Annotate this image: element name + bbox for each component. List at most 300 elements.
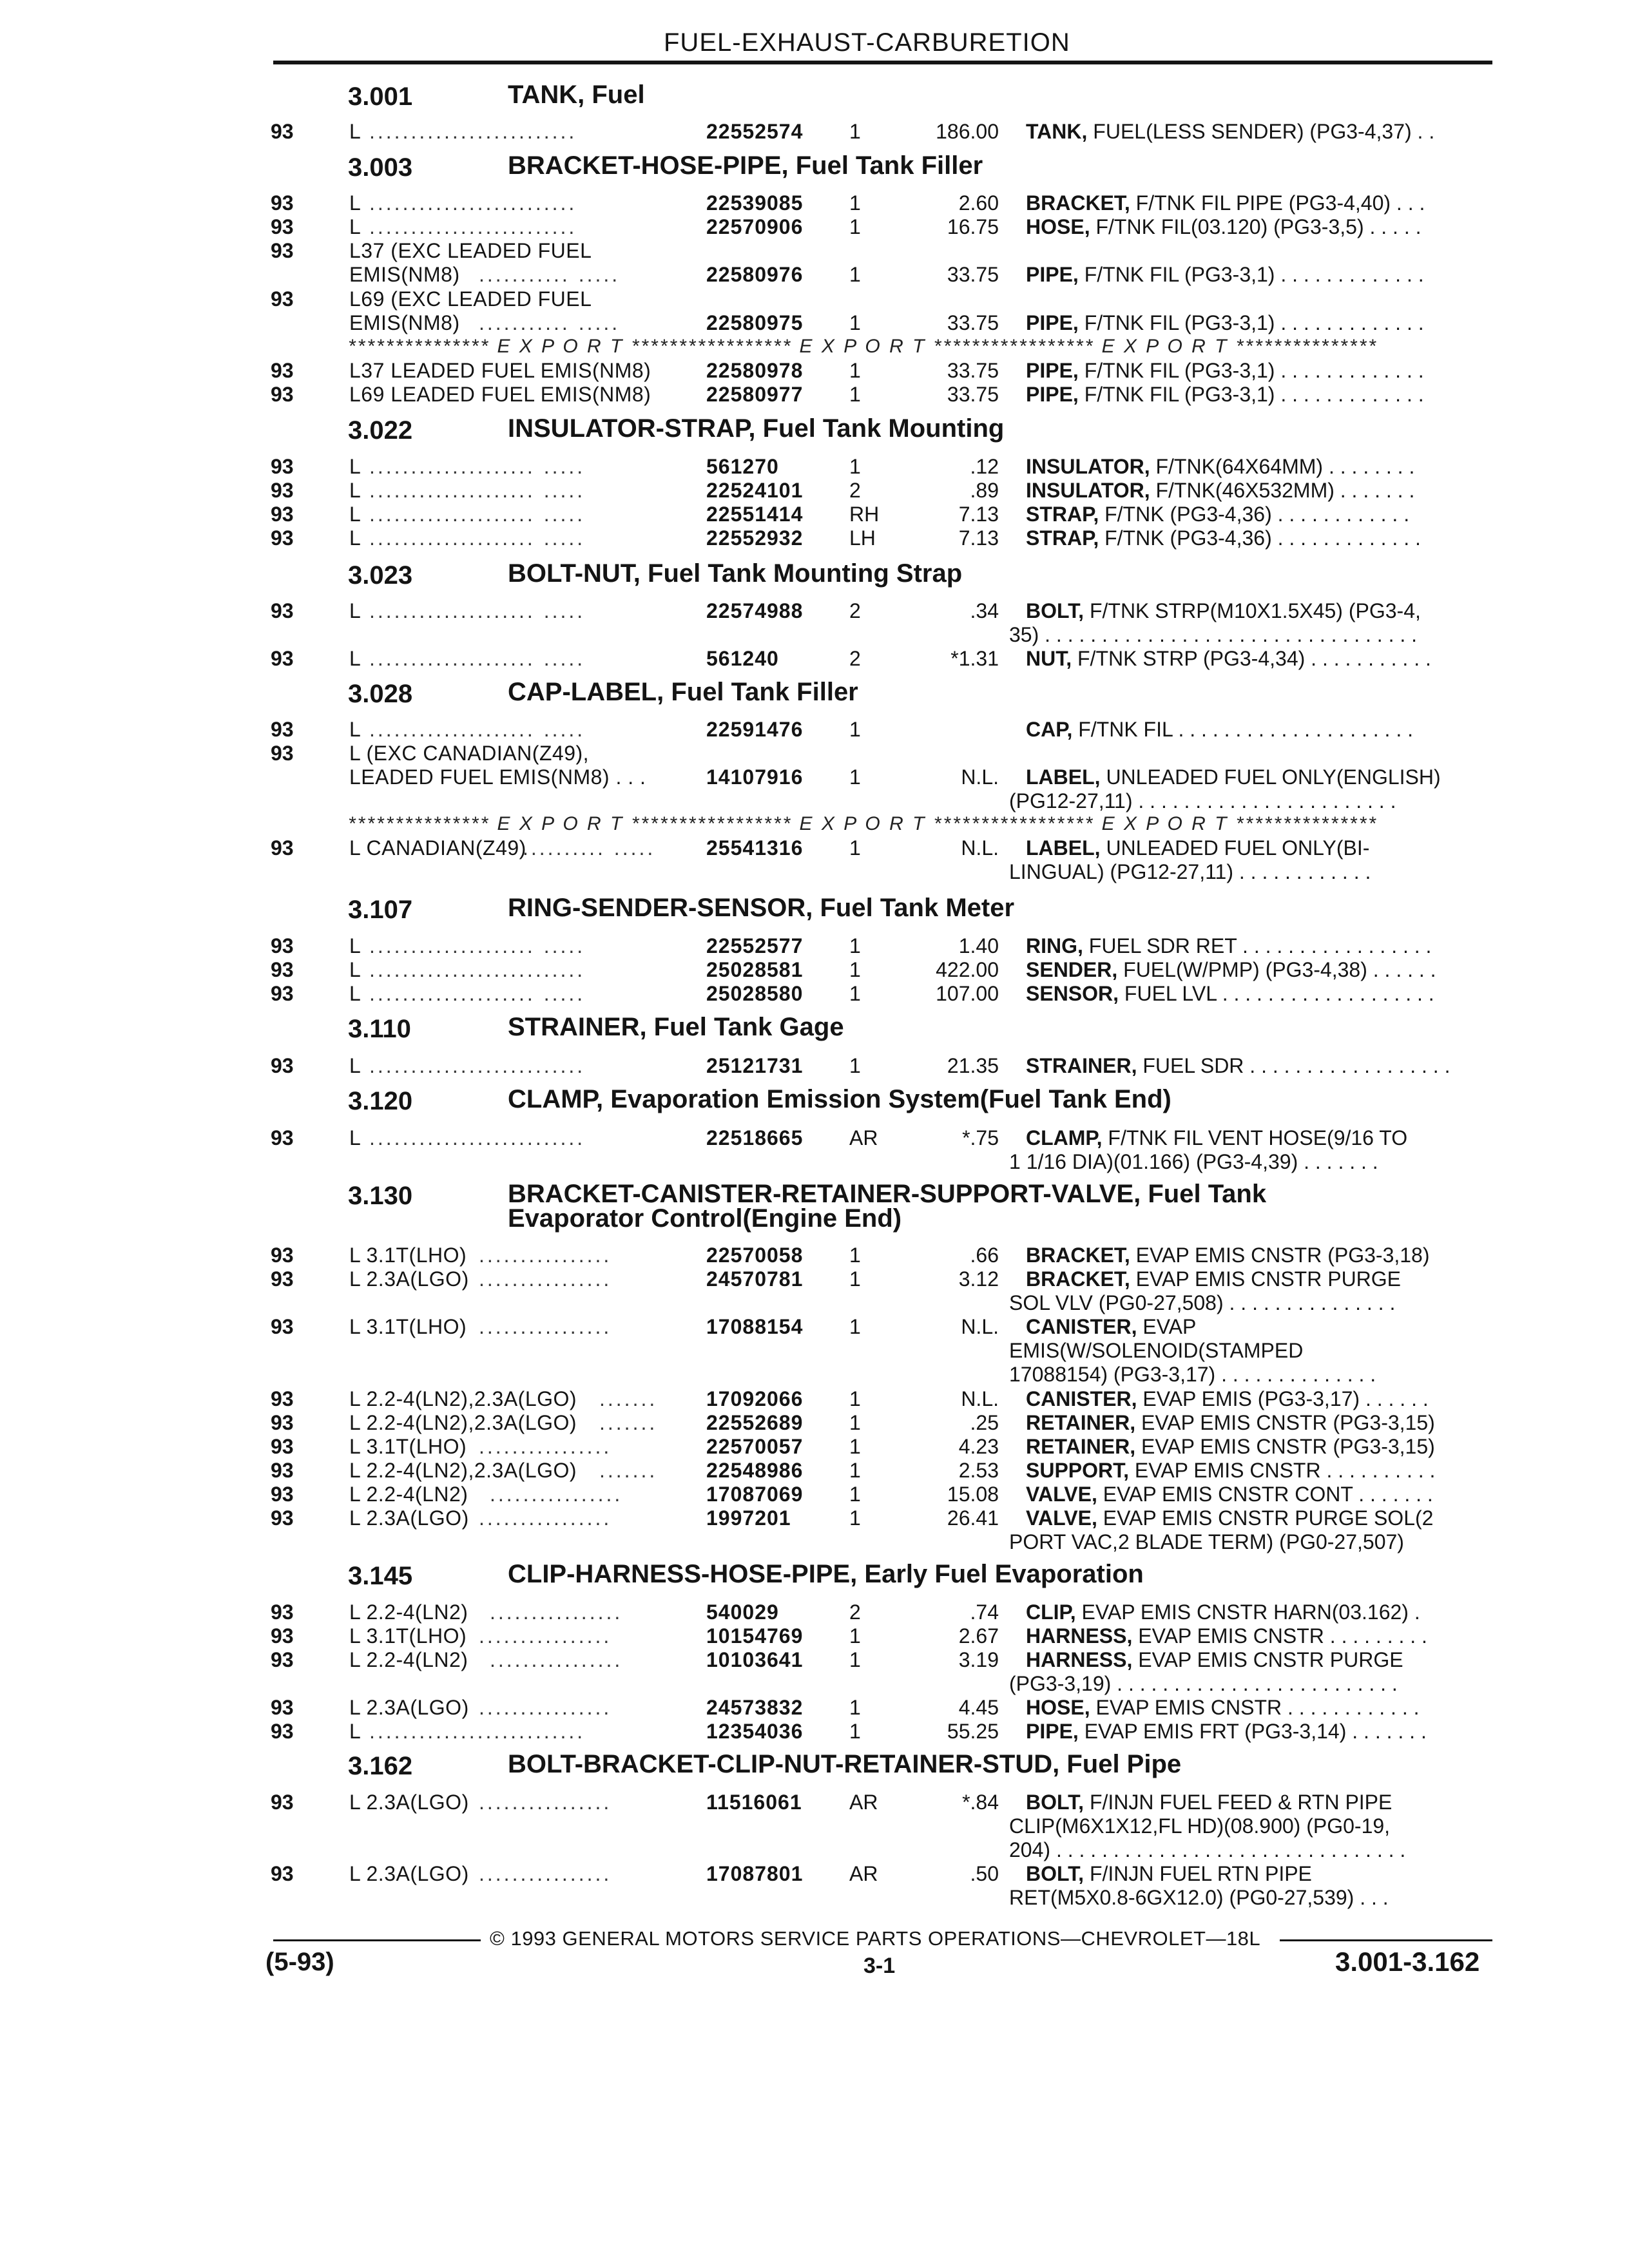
section-title: CAP-LABEL, Fuel Tank Filler [508, 678, 858, 706]
quantity: 1 [849, 958, 861, 981]
model-year: 93 [271, 1315, 294, 1338]
part-description-detail: F/TNK FIL . . . . . . . . . . . . . . . . . . . . . [1072, 718, 1413, 741]
part-description-detail: EVAP EMIS FRT (PG3-3,14) . . . . . . . [1078, 1720, 1427, 1743]
part-number: 25121731 [706, 1054, 804, 1077]
part-name: HARNESS, [1026, 1624, 1133, 1648]
export-banner-text: *************** E X P O R T ***************** E X P O R T ***************** E X P O R T *************** [348, 336, 1378, 357]
part-description-detail: EVAP EMIS CNSTR (PG3-3,18) [1130, 1244, 1430, 1267]
footer-page-number: 3-1 [863, 1954, 896, 1978]
part-name: STRAP, [1026, 526, 1099, 550]
model-year: 93 [271, 742, 294, 765]
usage-reference: L [349, 599, 361, 622]
list-price: 33.75 [947, 263, 999, 286]
list-price: 4.23 [958, 1435, 999, 1458]
list-price: 7.13 [958, 526, 999, 550]
leader-dots: .................... ..... [369, 599, 586, 622]
part-description-detail: EVAP EMIS CNSTR PURGE [1130, 1267, 1402, 1291]
footer-copyright: © 1993 GENERAL MOTORS SERVICE PARTS OPERATIONS—CHEVROLET—18L [490, 1927, 1261, 1950]
usage-reference: L CANADIAN(Z49) [349, 836, 526, 860]
model-year: 93 [271, 191, 294, 215]
quantity: 1 [849, 263, 861, 286]
part-number: 17088154 [706, 1315, 804, 1338]
leader-dots: ................ [479, 1624, 612, 1648]
part-name: BOLT, [1026, 599, 1084, 622]
part-description [1026, 1315, 1196, 1339]
leader-dots: ....... [599, 1387, 658, 1410]
model-year: 93 [271, 455, 294, 478]
model-year: 93 [271, 1267, 294, 1291]
part-number: 22552577 [706, 934, 804, 957]
usage-reference: L [349, 647, 361, 670]
quantity: 1 [849, 1435, 861, 1458]
usage-reference: L 3.1T(LHO) [349, 1435, 467, 1458]
model-year: 93 [271, 503, 294, 526]
part-description [1026, 1411, 1435, 1435]
usage-reference: L37 LEADED FUEL EMIS(NM8) [349, 359, 651, 382]
part-name: NUT, [1026, 647, 1072, 670]
leader-dots: ....... [599, 1411, 658, 1434]
list-price: *1.31 [950, 647, 999, 670]
part-description [1026, 836, 1369, 860]
part-description [1026, 1648, 1403, 1672]
section-number: 3.003 [348, 153, 413, 182]
section-title: BRACKET-HOSE-PIPE, Fuel Tank Filler [508, 151, 983, 180]
part-description [1026, 599, 1421, 623]
quantity: 1 [849, 1387, 861, 1410]
quantity: 1 [849, 1648, 861, 1671]
part-description-detail: FUEL(W/PMP) (PG3-4,38) . . . . . . [1117, 958, 1436, 981]
section-number: 3.162 [348, 1752, 413, 1780]
part-description [1026, 479, 1414, 503]
model-year: 93 [271, 1459, 294, 1482]
quantity: 1 [849, 359, 861, 382]
usage-reference: L 2.2-4(LN2),2.3A(LGO) [349, 1411, 577, 1434]
section-number: 3.022 [348, 416, 413, 445]
part-number: 22570906 [706, 215, 804, 238]
part-description [1026, 1054, 1450, 1078]
list-price: 3.19 [958, 1648, 999, 1671]
leader-dots: ................ [479, 1315, 612, 1338]
part-description [1026, 215, 1422, 239]
list-price: 186.00 [936, 120, 999, 143]
leader-dots: .......................... [369, 1054, 586, 1077]
part-number: 17087069 [706, 1483, 804, 1506]
section-number: 3.107 [348, 896, 413, 924]
model-year: 93 [271, 982, 294, 1005]
leader-dots: ................ [479, 1696, 612, 1719]
usage-reference: L 2.3A(LGO) [349, 1267, 469, 1291]
quantity: 1 [849, 120, 861, 143]
model-year: 93 [271, 1696, 294, 1719]
part-name: VALVE, [1026, 1483, 1097, 1506]
description-continuation: CLIP(M6X1X12,FL HD)(08.900) (PG0-19, [1009, 1814, 1391, 1838]
leader-dots: .................... ..... [369, 647, 586, 670]
model-year: 93 [271, 647, 294, 670]
quantity: 1 [849, 1720, 861, 1743]
part-description-detail: F/TNK FIL (PG3-3,1) . . . . . . . . . . . . . [1078, 359, 1424, 382]
usage-reference: L [349, 1054, 361, 1077]
part-name: STRAP, [1026, 503, 1099, 526]
footer-rule-right [1280, 1939, 1492, 1941]
footer-rule-left [273, 1939, 481, 1941]
section-title: STRAINER, Fuel Tank Gage [508, 1013, 844, 1041]
part-name: LABEL, [1026, 765, 1101, 789]
part-description [1026, 359, 1424, 383]
part-description [1026, 1267, 1401, 1291]
usage-reference: L [349, 215, 361, 238]
part-description [1026, 263, 1424, 287]
list-price: 107.00 [936, 982, 999, 1005]
list-price: 16.75 [947, 215, 999, 238]
leader-dots: .................... ..... [369, 479, 586, 502]
model-year: 93 [271, 1791, 294, 1814]
quantity: 1 [849, 836, 861, 860]
part-description-detail: EVAP EMIS CNSTR (PG3-3,15) [1135, 1435, 1435, 1458]
part-description [1026, 1862, 1312, 1886]
quantity: 1 [849, 455, 861, 478]
usage-reference: L [349, 958, 361, 981]
leader-dots: ........... ..... [479, 263, 621, 286]
model-year: 93 [271, 958, 294, 981]
part-description [1026, 1696, 1420, 1720]
part-number: 11516061 [706, 1791, 802, 1814]
part-description-detail: FUEL SDR . . . . . . . . . . . . . . . . . . [1137, 1054, 1451, 1077]
quantity: 1 [849, 311, 861, 334]
usage-reference: L [349, 982, 361, 1005]
leader-dots: .......................... [369, 1720, 586, 1743]
usage-reference: L 2.2-4(LN2) [349, 1600, 468, 1624]
usage-reference: LEADED FUEL EMIS(NM8) . . . [349, 765, 646, 789]
part-name: PIPE, [1026, 383, 1079, 406]
model-year: 93 [271, 526, 294, 550]
model-year: 93 [271, 239, 294, 262]
section-title: BOLT-NUT, Fuel Tank Mounting Strap [508, 559, 963, 588]
part-description-detail: F/TNK STRP (PG3-4,34) . . . . . . . . . . . [1072, 647, 1431, 670]
part-description-detail: F/TNK FIL VENT HOSE(9/16 TO [1102, 1126, 1408, 1149]
model-year: 93 [271, 1506, 294, 1530]
part-name: HARNESS, [1026, 1648, 1133, 1671]
section-number: 3.028 [348, 680, 413, 708]
part-name: BRACKET, [1026, 1244, 1130, 1267]
part-description [1026, 526, 1421, 550]
part-name: PIPE, [1026, 359, 1079, 382]
part-name: BOLT, [1026, 1862, 1084, 1885]
leader-dots: ................ [479, 1506, 612, 1530]
part-number: 12354036 [706, 1720, 804, 1743]
part-name: RETAINER, [1026, 1435, 1136, 1458]
part-number: 22551414 [706, 503, 804, 526]
part-description [1026, 455, 1414, 479]
part-name: RING, [1026, 934, 1083, 957]
leader-dots: ......................... [369, 191, 577, 215]
part-name: TANK, [1026, 120, 1088, 143]
usage-reference: L69 LEADED FUEL EMIS(NM8) [349, 383, 651, 406]
part-description [1026, 647, 1431, 671]
part-number: 1997201 [706, 1506, 791, 1530]
usage-reference: L 2.2-4(LN2) [349, 1483, 468, 1506]
model-year: 93 [271, 1624, 294, 1648]
part-number: 22552574 [706, 120, 804, 143]
leader-dots: .......... ..... [523, 836, 656, 860]
list-price: N.L. [961, 836, 999, 860]
part-number: 25541316 [706, 836, 804, 860]
list-price: .74 [970, 1600, 999, 1624]
part-description [1026, 120, 1434, 144]
model-year: 93 [271, 120, 294, 143]
part-description-detail: FUEL LVL . . . . . . . . . . . . . . . . . . . [1119, 982, 1434, 1005]
section-title: TANK, Fuel [508, 81, 645, 109]
quantity: AR [849, 1862, 878, 1885]
part-description-detail: F/INJN FUEL FEED & RTN PIPE [1084, 1791, 1393, 1814]
part-name: HOSE, [1026, 215, 1090, 238]
leader-dots: ................ [479, 1244, 612, 1267]
part-description-detail: F/TNK(64X64MM) . . . . . . . . [1150, 455, 1415, 478]
part-description [1026, 383, 1424, 407]
model-year: 93 [271, 479, 294, 502]
leader-dots: ....... [599, 1459, 658, 1482]
leader-dots: .......................... [369, 958, 586, 981]
footer-date-code: (5-93) [265, 1948, 334, 1976]
usage-reference: L [349, 934, 361, 957]
part-description-detail: UNLEADED FUEL ONLY(BI- [1100, 836, 1370, 860]
section-number: 3.130 [348, 1182, 413, 1210]
part-description-detail: EVAP EMIS CNSTR PURGE [1132, 1648, 1403, 1671]
list-price: 2.53 [958, 1459, 999, 1482]
section-title: BRACKET-CANISTER-RETAINER-SUPPORT-VALVE, Fuel Tank [508, 1180, 1267, 1208]
part-number: 25028581 [706, 958, 804, 981]
section-title: INSULATOR-STRAP, Fuel Tank Mounting [508, 414, 1005, 443]
part-description [1026, 503, 1409, 526]
part-number: 22574988 [706, 599, 804, 622]
part-number: 10103641 [706, 1648, 804, 1671]
section-number: 3.023 [348, 561, 413, 590]
part-number: 22552932 [706, 526, 804, 550]
description-continuation: EMIS(W/SOLENOID(STAMPED [1009, 1339, 1304, 1362]
list-price: N.L. [961, 765, 999, 789]
part-description-detail: F/TNK FIL (PG3-3,1) . . . . . . . . . . . . . [1078, 263, 1424, 286]
part-description [1026, 1720, 1427, 1744]
leader-dots: ................ [479, 1435, 612, 1458]
leader-dots: ................ [490, 1483, 623, 1506]
leader-dots: .................... ..... [369, 982, 586, 1005]
part-name: CANISTER, [1026, 1315, 1137, 1338]
section-title: CLAMP, Evaporation Emission System(Fuel Tank End) [508, 1085, 1171, 1113]
part-number: 22580978 [706, 359, 804, 382]
list-price: 55.25 [947, 1720, 999, 1743]
part-name: BOLT, [1026, 1791, 1084, 1814]
part-name: LABEL, [1026, 836, 1101, 860]
quantity: AR [849, 1791, 878, 1814]
list-price: .89 [970, 479, 999, 502]
part-description-detail: F/TNK FIL (PG3-3,1) . . . . . . . . . . . . . [1078, 383, 1424, 406]
part-number: 14107916 [706, 765, 804, 789]
part-number: 22552689 [706, 1411, 804, 1434]
quantity: 1 [849, 215, 861, 238]
model-year: 93 [271, 1244, 294, 1267]
list-price: 33.75 [947, 311, 999, 334]
quantity: 1 [849, 1315, 861, 1338]
description-continuation: RET(M5X0.8-6GX12.0) (PG0-27,539) . . . [1009, 1886, 1389, 1909]
usage-reference: L [349, 503, 361, 526]
part-number: 22580976 [706, 263, 804, 286]
part-description [1026, 718, 1413, 742]
list-price: N.L. [961, 1387, 999, 1410]
part-description-detail: F/INJN FUEL RTN PIPE [1084, 1862, 1312, 1885]
part-number: 17087801 [706, 1862, 804, 1885]
section-title: RING-SENDER-SENSOR, Fuel Tank Meter [508, 894, 1015, 922]
list-price: *.84 [962, 1791, 999, 1814]
quantity: 1 [849, 1459, 861, 1482]
usage-reference: L 2.3A(LGO) [349, 1791, 469, 1814]
quantity: 1 [849, 982, 861, 1005]
part-description-detail: EVAP EMIS CNSTR (PG3-3,15) [1135, 1411, 1435, 1434]
description-continuation: PORT VAC,2 BLADE TERM) (PG0-27,507) [1009, 1530, 1404, 1553]
usage-reference: L 2.3A(LGO) [349, 1696, 469, 1719]
section-number: 3.145 [348, 1562, 413, 1590]
quantity: 1 [849, 1411, 861, 1434]
leader-dots: ................ [490, 1600, 623, 1624]
part-name: BRACKET, [1026, 1267, 1130, 1291]
usage-reference: L [349, 1720, 361, 1743]
section-number: 3.001 [348, 82, 413, 111]
footer-section-range: 3.001-3.162 [1335, 1946, 1480, 1977]
leader-dots: .................... ..... [369, 526, 586, 550]
section-number: 3.110 [348, 1015, 411, 1043]
part-number: 22548986 [706, 1459, 804, 1482]
leader-dots: .................... ..... [369, 934, 586, 957]
model-year: 93 [271, 718, 294, 741]
part-number: 22570058 [706, 1244, 804, 1267]
model-year: 93 [271, 1720, 294, 1743]
quantity: 1 [849, 765, 861, 789]
usage-reference: L37 (EXC LEADED FUEL [349, 239, 592, 262]
quantity: 1 [849, 1244, 861, 1267]
quantity: 2 [849, 647, 861, 670]
part-name: RETAINER, [1026, 1411, 1136, 1434]
part-number: 22580975 [706, 311, 804, 334]
quantity: 1 [849, 383, 861, 406]
list-price: 422.00 [936, 958, 999, 981]
model-year: 93 [271, 1387, 294, 1410]
quantity: 1 [849, 191, 861, 215]
list-price: 2.67 [958, 1624, 999, 1648]
usage-reference: L [349, 479, 361, 502]
list-price: 2.60 [958, 191, 999, 215]
leader-dots: .......................... [369, 1126, 586, 1149]
section-number: 3.120 [348, 1087, 413, 1115]
part-name: PIPE, [1026, 1720, 1079, 1743]
usage-reference: L 2.2-4(LN2),2.3A(LGO) [349, 1387, 577, 1410]
model-year: 93 [271, 1126, 294, 1149]
usage-reference: L 3.1T(LHO) [349, 1624, 467, 1648]
quantity: 1 [849, 1054, 861, 1077]
part-name: PIPE, [1026, 311, 1079, 334]
description-continuation: 35) . . . . . . . . . . . . . . . . . . . . . . . . . . . . . . . . . [1009, 623, 1418, 646]
part-name: VALVE, [1026, 1506, 1097, 1530]
page-header-title: FUEL-EXHAUST-CARBURETION [664, 28, 1070, 57]
list-price: .25 [970, 1411, 999, 1434]
part-number: 540029 [706, 1600, 779, 1624]
part-description [1026, 934, 1431, 958]
model-year: 93 [271, 215, 294, 238]
list-price: .12 [970, 455, 999, 478]
list-price: 7.13 [958, 503, 999, 526]
model-year: 93 [271, 1435, 294, 1458]
part-description [1026, 191, 1425, 215]
part-name: HOSE, [1026, 1696, 1090, 1719]
usage-reference: L [349, 455, 361, 478]
model-year: 93 [271, 1054, 294, 1077]
quantity: 1 [849, 1506, 861, 1530]
part-description [1026, 311, 1424, 335]
part-name: INSULATOR, [1026, 455, 1150, 478]
part-name: SENSOR, [1026, 982, 1119, 1005]
model-year: 93 [271, 383, 294, 406]
model-year: 93 [271, 1600, 294, 1624]
quantity: 1 [849, 934, 861, 957]
list-price: 33.75 [947, 359, 999, 382]
usage-reference: EMIS(NM8) [349, 311, 460, 334]
description-continuation: LINGUAL) (PG12-27,11) . . . . . . . . . . . . [1009, 860, 1371, 883]
part-number: 22580977 [706, 383, 804, 406]
list-price: 3.12 [958, 1267, 999, 1291]
usage-reference: L [349, 191, 361, 215]
usage-reference: L [349, 718, 361, 741]
usage-reference: L 2.2-4(LN2) [349, 1648, 468, 1671]
part-name: SENDER, [1026, 958, 1118, 981]
usage-reference: EMIS(NM8) [349, 263, 460, 286]
part-name: INSULATOR, [1026, 479, 1150, 502]
part-name: CAP, [1026, 718, 1073, 741]
part-description [1026, 1126, 1407, 1150]
part-name: PIPE, [1026, 263, 1079, 286]
list-price: 33.75 [947, 383, 999, 406]
list-price: .34 [970, 599, 999, 622]
part-description-detail: F/TNK (PG3-4,36) . . . . . . . . . . . . [1099, 503, 1410, 526]
part-name: SUPPORT, [1026, 1459, 1130, 1482]
part-name: BRACKET, [1026, 191, 1130, 215]
part-description [1026, 958, 1436, 982]
part-number: 561240 [706, 647, 779, 670]
leader-dots: ........... ..... [479, 311, 621, 334]
description-continuation: (PG12-27,11) . . . . . . . . . . . . . . . . . . . . . . . [1009, 789, 1396, 812]
model-year: 93 [271, 287, 294, 311]
part-description [1026, 1244, 1430, 1267]
part-number: 22570057 [706, 1435, 804, 1458]
model-year: 93 [271, 836, 294, 860]
quantity: 2 [849, 1600, 861, 1624]
part-description-detail: EVAP [1137, 1315, 1197, 1338]
list-price: 21.35 [947, 1054, 999, 1077]
model-year: 93 [271, 934, 294, 957]
list-price: .66 [970, 1244, 999, 1267]
quantity: 1 [849, 1483, 861, 1506]
leader-dots: ................ [490, 1648, 623, 1671]
quantity: AR [849, 1126, 878, 1149]
part-description-detail: F/TNK FIL (PG3-3,1) . . . . . . . . . . . . . [1078, 311, 1424, 334]
part-number: 25028580 [706, 982, 804, 1005]
part-number: 10154769 [706, 1624, 804, 1648]
section-title-line2: Evaporator Control(Engine End) [508, 1204, 902, 1233]
part-description [1026, 1506, 1433, 1530]
part-number: 22518665 [706, 1126, 804, 1149]
part-description [1026, 765, 1441, 789]
part-number: 22524101 [706, 479, 804, 502]
description-continuation: 204) . . . . . . . . . . . . . . . . . . . . . . . . . . . . . . . [1009, 1838, 1406, 1861]
export-banner-text: *************** E X P O R T ***************** E X P O R T ***************** E X P O R T *************** [348, 813, 1378, 834]
usage-reference: L 3.1T(LHO) [349, 1315, 467, 1338]
usage-reference: L 2.3A(LGO) [349, 1506, 469, 1530]
